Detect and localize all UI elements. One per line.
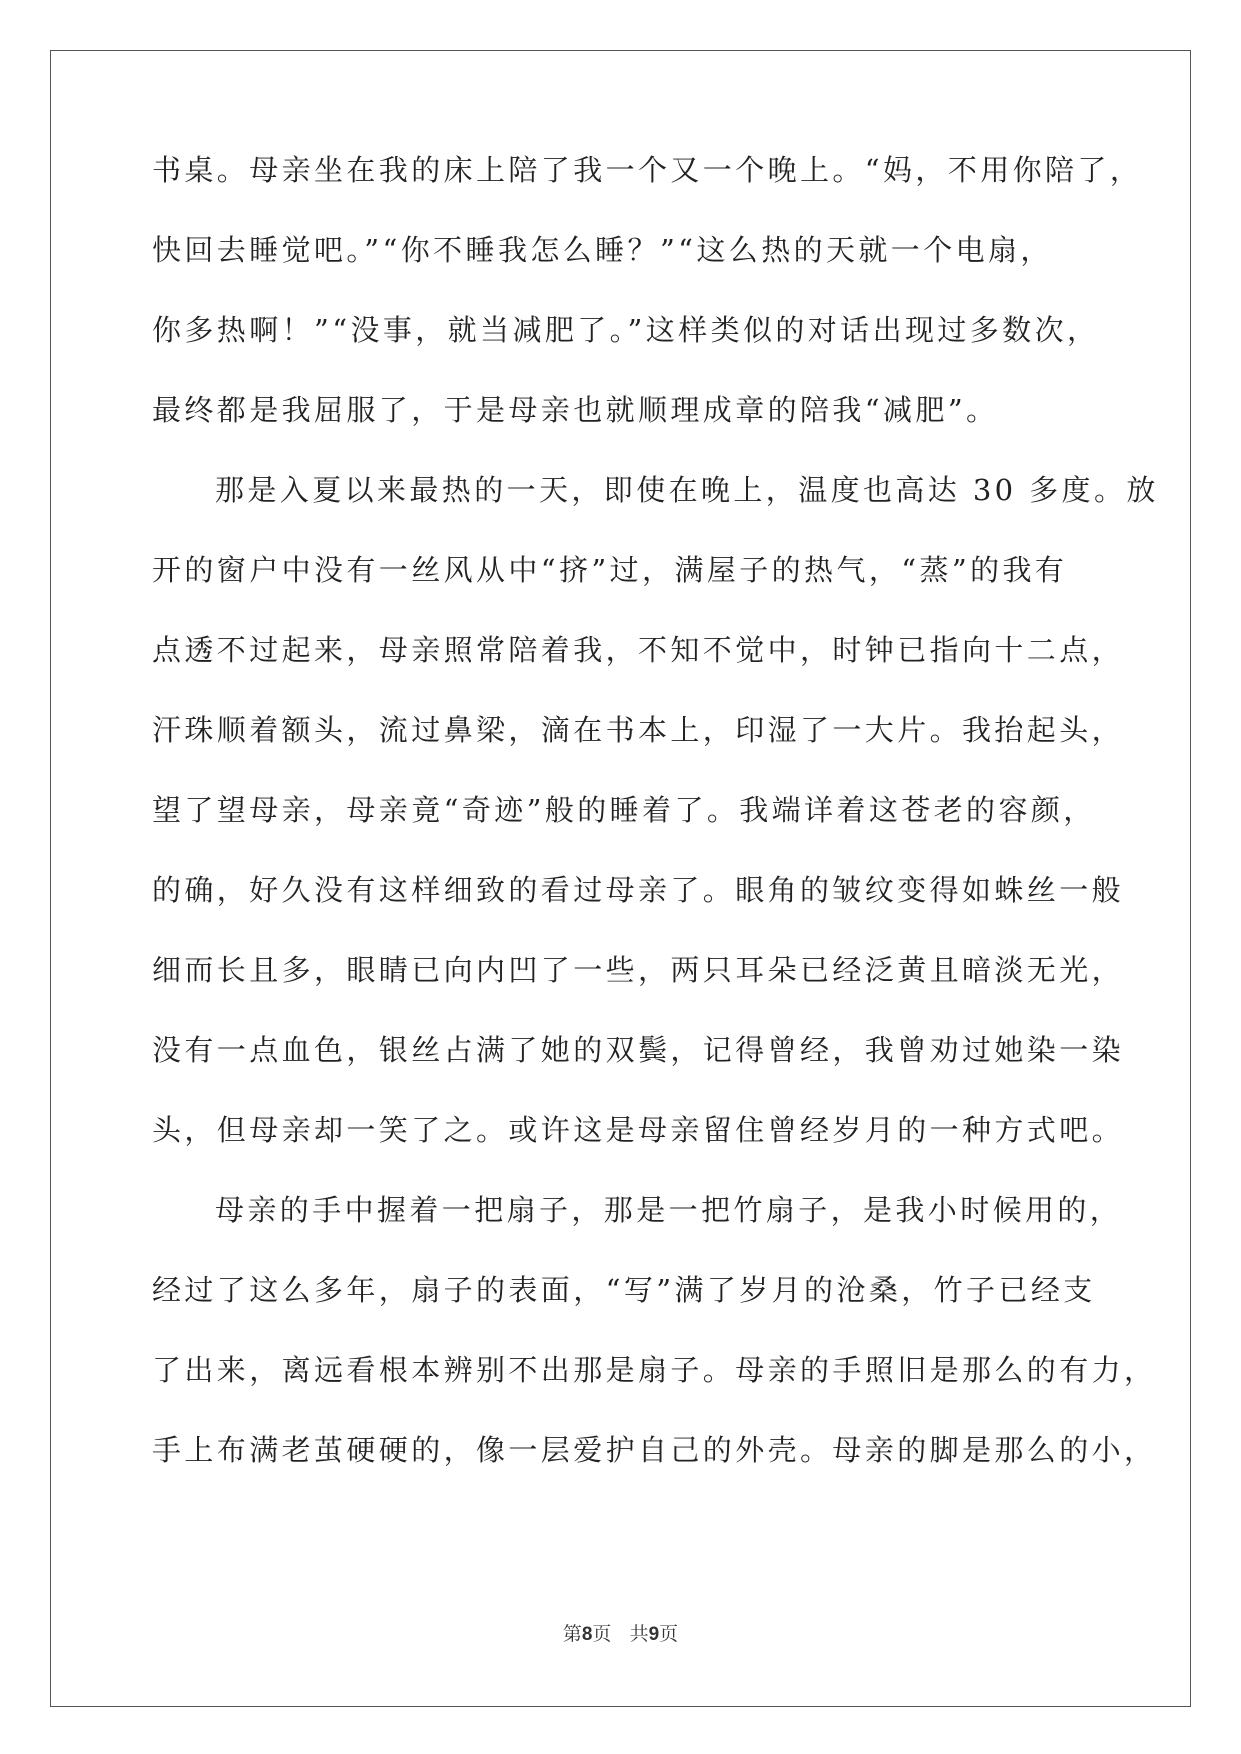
footer-page-unit: 页	[592, 1623, 612, 1645]
text-line: 书桌。母亲坐在我的床上陪了我一个又一个晚上。“妈，不用你陪了，	[152, 153, 1143, 187]
text-line: 点透不过起来，母亲照常陪着我，不知不觉中，时钟已指向十二点，	[152, 633, 1125, 667]
paragraph-start-line: 母亲的手中握着一把扇子，那是一把竹扇子，是我小时候用的，	[215, 1193, 1123, 1227]
total-pages-number: 9	[648, 1624, 660, 1645]
footer-total-unit: 页	[659, 1623, 679, 1645]
text-line: 细而长且多，眼睛已向内凹了一些，两只耳朵已经泛黄且暗淡无光，	[152, 953, 1125, 987]
text-line: 经过了这么多年，扇子的表面，“写”满了岁月的沧桑，竹子已经支	[152, 1273, 1096, 1307]
text-line: 望了望母亲，母亲竟“奇迹”般的睡着了。我端详着这苍老的容颜，	[152, 793, 1096, 827]
paragraph-start-line: 那是入夏以来最热的一天，即使在晚上，温度也高达 30 多度。放	[215, 473, 1159, 507]
footer-prefix: 第	[562, 1623, 582, 1645]
text-line: 快回去睡觉吧。”“你不睡我怎么睡？”“这么热的天就一个电扇，	[152, 233, 1053, 267]
current-page-number: 8	[581, 1624, 593, 1645]
text-line: 没有一点血色，银丝占满了她的双鬓，记得曾经，我曾劝过她染一染	[152, 1033, 1125, 1067]
page-footer	[0, 1622, 1241, 1647]
text-line: 你多热啊！”“没事，就当减肥了。”这样类似的对话出现过多数次，	[152, 313, 1100, 347]
text-line: 的确，好久没有这样细致的看过母亲了。眼角的皱纹变得如蛛丝一般	[152, 873, 1125, 907]
text-line: 了出来，离远看根本辨别不出那是扇子。母亲的手照旧是那么的有力，	[152, 1353, 1157, 1387]
text-line: 开的窗户中没有一丝风从中“挤”过，满屋子的热气，“蒸”的我有	[152, 553, 1068, 587]
text-line: 最终都是我屈服了，于是母亲也就顺理成章的陪我“减肥”。	[152, 393, 999, 427]
footer-total-prefix: 共	[629, 1623, 649, 1645]
text-line: 手上布满老茧硬硬的，像一层爱护自己的外壳。母亲的脚是那么的小，	[152, 1433, 1157, 1467]
text-line: 头，但母亲却一笑了之。或许这是母亲留住曾经岁月的一种方式吧。	[152, 1113, 1125, 1147]
text-line: 汗珠顺着额头，流过鼻梁，滴在书本上，印湿了一大片。我抬起头，	[152, 713, 1125, 747]
